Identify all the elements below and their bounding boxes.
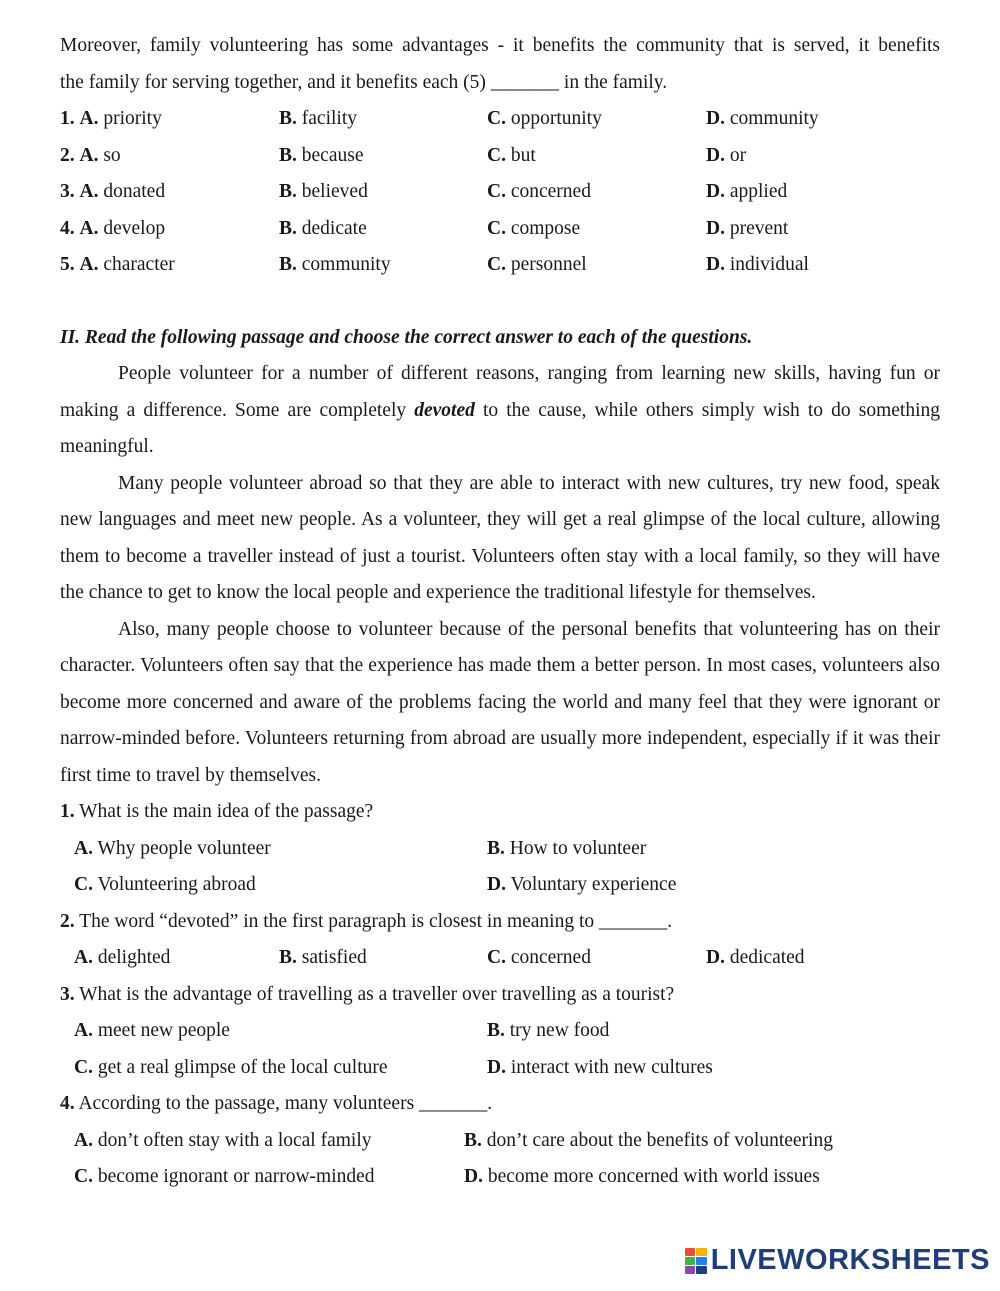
part1-row-3 — [60, 174, 940, 211]
part1-row-1 — [60, 101, 940, 138]
option-c[interactable]: C. compose — [487, 217, 581, 239]
option-c[interactable]: C. become ignorant or narrow-minded — [74, 1166, 375, 1187]
option-b[interactable]: B. believed — [279, 181, 368, 202]
option-b[interactable]: B. don’t care about the benefits of volunteering — [464, 1129, 833, 1151]
option-d[interactable]: D. community — [706, 108, 819, 129]
passage-paragraph-1: People volunteer for a number of different reasons, ranging from learning new skills, having fun or making a difference. Some are completely devoted to the cause, while others simply wish to do something meaningful. — [60, 363, 940, 457]
option-c[interactable]: C. personnel — [487, 254, 587, 275]
reading-passage — [60, 356, 940, 794]
option-a[interactable]: 1. A. priority — [60, 108, 162, 129]
option-d[interactable]: D. dedicated — [706, 947, 805, 968]
option-a[interactable]: 2. A. so — [60, 144, 121, 166]
question-3-options-row-1 — [60, 1013, 940, 1050]
question-3: 3. What is the advantage of travelling as a traveller over travelling as a tourist? — [60, 983, 675, 1005]
passage-paragraph-3: Also, many people choose to volunteer because of the personal benefits that volunteering has on their character. Volunteers often say that the experience has made them a better person. In most cases, volunteers also become more concerned and aware of the problems facing the world and many feel that they were ignorant or narrow-minded before. Volunteers returning from abroad are usually more independent, especially if it was their first time to travel by themselves. — [60, 618, 940, 786]
option-b[interactable]: B. facility — [279, 108, 357, 129]
option-d[interactable]: D. become more concerned with world issues — [464, 1166, 820, 1187]
question-4: 4. According to the passage, many volunteers _______. — [60, 1093, 493, 1114]
option-a[interactable]: A. Why people volunteer — [74, 837, 271, 859]
question-1-options-row-1 — [60, 831, 940, 868]
option-d[interactable]: D. interact with new cultures — [487, 1056, 713, 1078]
option-d[interactable]: D. Voluntary experience — [487, 874, 677, 895]
option-a[interactable]: A. don’t often stay with a local family — [74, 1129, 372, 1151]
intro-line-2: the family for serving together, and it benefits each (5) _______ in the family. — [60, 71, 668, 93]
option-a[interactable]: A. meet new people — [74, 1020, 230, 1041]
part1-row-2 — [60, 138, 940, 175]
liveworksheets-logo-text: LIVEWORKSHEETS — [710, 1244, 990, 1276]
part1-row-5 — [60, 247, 940, 284]
option-c[interactable]: C. Volunteering abroad — [74, 874, 256, 895]
emphasized-word: devoted — [414, 399, 475, 421]
option-d[interactable]: D. individual — [706, 254, 809, 275]
option-a[interactable]: A. delighted — [74, 947, 171, 968]
section-2-heading: II. Read the following passage and choose the correct answer to each of the questions. — [60, 326, 753, 348]
option-b[interactable]: B. because — [279, 144, 364, 166]
liveworksheets-logo-icon — [685, 1248, 707, 1274]
option-a[interactable]: 4. A. develop — [60, 217, 166, 239]
question-1: 1. What is the main idea of the passage? — [60, 801, 374, 822]
option-a[interactable]: 5. A. character — [60, 254, 175, 275]
liveworksheets-logo[interactable] — [685, 1244, 990, 1277]
part1-options — [60, 101, 940, 284]
question-4-options-row-1 — [60, 1123, 940, 1160]
option-b[interactable]: B. satisfied — [279, 947, 367, 968]
option-d[interactable]: D. or — [706, 144, 747, 166]
option-c[interactable]: C. get a real glimpse of the local culture — [74, 1056, 388, 1078]
option-d[interactable]: D. prevent — [706, 217, 789, 239]
option-c[interactable]: C. opportunity — [487, 108, 602, 129]
option-b[interactable]: B. try new food — [487, 1020, 610, 1041]
option-c[interactable]: C. concerned — [487, 947, 591, 968]
passage-paragraph-2: Many people volunteer abroad so that they are able to interact with new cultures, try new food, speak new languages and meet new people. As a volunteer, they will get a real glimpse of the local culture, allowing them to become a traveller instead of just a tourist. Volunteers often stay with a local family, so they will have the chance to get to know the local people and experience the traditional lifestyle for themselves. — [60, 472, 940, 603]
intro-line-1: Moreover, family volunteering has some advantages - it benefits the community that is served, it benefits — [60, 35, 940, 56]
worksheet-page — [60, 28, 940, 1196]
part1-row-4 — [60, 211, 940, 248]
question-2-options — [60, 940, 940, 977]
option-c[interactable]: C. but — [487, 144, 536, 166]
question-2: 2. The word “devoted” in the first paragraph is closest in meaning to _______. — [60, 910, 673, 932]
option-a[interactable]: 3. A. donated — [60, 181, 166, 202]
question-3-options-row-2 — [60, 1050, 940, 1087]
option-b[interactable]: B. dedicate — [279, 217, 367, 239]
option-b[interactable]: B. community — [279, 254, 391, 275]
question-1-options-row-2 — [60, 867, 940, 904]
option-c[interactable]: C. concerned — [487, 181, 591, 202]
option-d[interactable]: D. applied — [706, 181, 788, 202]
option-b[interactable]: B. How to volunteer — [487, 837, 647, 859]
question-4-options-row-2 — [60, 1159, 940, 1196]
